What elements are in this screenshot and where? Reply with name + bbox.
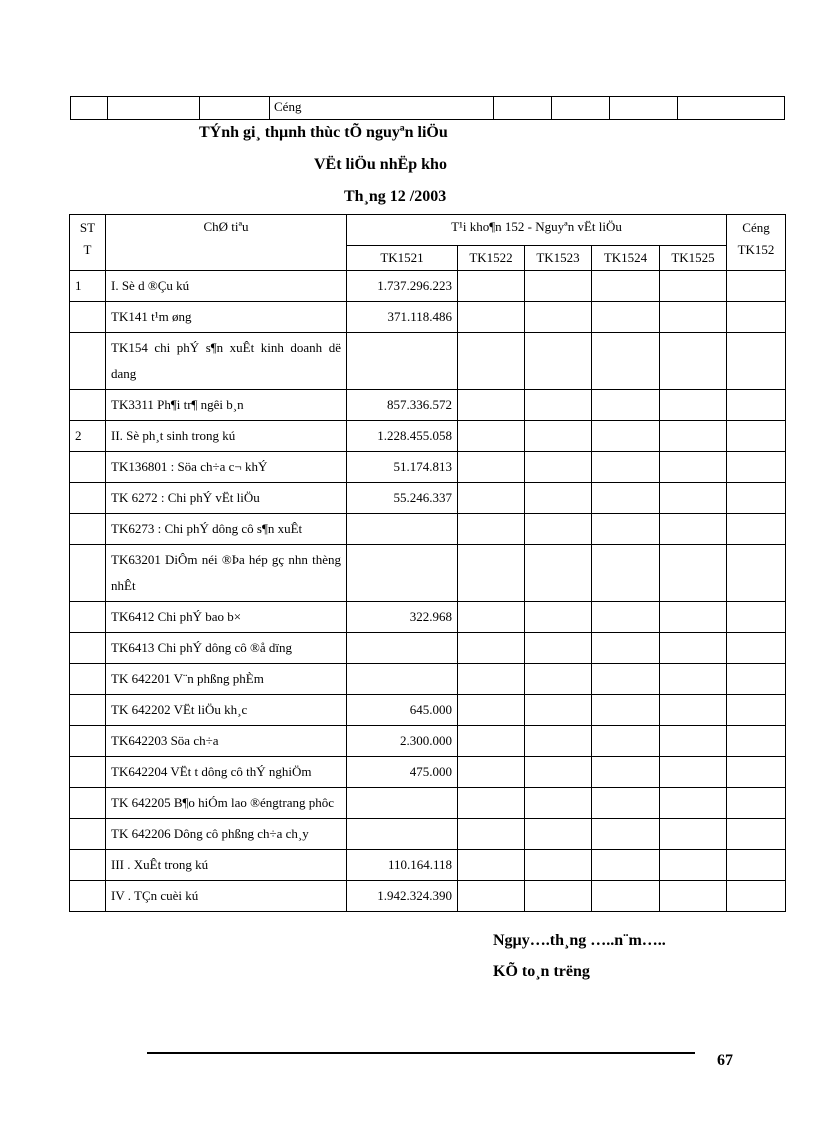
- row-tk1522-value: [458, 545, 525, 602]
- table-row: [70, 633, 786, 664]
- row-tk1524-value: [592, 452, 660, 483]
- row-stt: [70, 602, 106, 633]
- row-stt: [70, 819, 106, 850]
- row-label: TK136801 : Söa ch÷a c¬ khÝ: [106, 452, 347, 483]
- row-tk1523-value: [525, 483, 592, 514]
- table-row: [70, 483, 786, 514]
- table-row: [70, 850, 786, 881]
- row-tk1525-value: [660, 514, 727, 545]
- header-tk1525: TK1525: [660, 246, 727, 271]
- row-stt: [70, 545, 106, 602]
- document-title: TÝnh gi¸ thµnh thùc tÕ nguyªn liÖu: [199, 124, 448, 141]
- row-tk1524-value: [592, 302, 660, 333]
- row-total-value: [727, 421, 786, 452]
- row-total-value: [727, 633, 786, 664]
- row-tk1522-value: [458, 421, 525, 452]
- total-label-cell: Céng: [270, 97, 494, 120]
- row-tk1523-value: [525, 695, 592, 726]
- row-tk1523-value: [525, 333, 592, 390]
- row-total-value: [727, 695, 786, 726]
- row-tk1523-value: [525, 788, 592, 819]
- table-row: [70, 421, 786, 452]
- row-stt: [70, 452, 106, 483]
- row-tk1522-value: [458, 695, 525, 726]
- row-tk1523-value: [525, 271, 592, 302]
- row-tk1522-value: [458, 390, 525, 421]
- row-total-value: [727, 302, 786, 333]
- row-label: TK63201 DiÔm néi ®Þa hép gç nhn thèng nhÊt: [106, 545, 347, 602]
- table-row: [70, 390, 786, 421]
- header-total: Céng TK152: [727, 215, 786, 271]
- row-label: TK6273 : Chi phÝ dông cô s¶n xuÊt: [106, 514, 347, 545]
- row-tk1524-value: [592, 788, 660, 819]
- row-tk1524-value: [592, 602, 660, 633]
- row-tk1523-value: [525, 545, 592, 602]
- table-row: [71, 97, 785, 120]
- row-label: TK3311 Ph¶i tr¶ ngêi b¸n: [106, 390, 347, 421]
- row-tk1521-value: 475.000: [347, 757, 458, 788]
- row-tk1525-value: [660, 302, 727, 333]
- row-tk1522-value: [458, 664, 525, 695]
- row-tk1524-value: [592, 421, 660, 452]
- row-total-value: [727, 452, 786, 483]
- row-tk1521-value: [347, 819, 458, 850]
- row-tk1522-value: [458, 726, 525, 757]
- row-stt: [70, 302, 106, 333]
- row-tk1524-value: [592, 390, 660, 421]
- row-stt: 2: [70, 421, 106, 452]
- row-label: TK 642205 B¶o hiÓm lao ®éngtrang phôc: [106, 788, 347, 819]
- header-account-group: T¹i kho¶n 152 - Nguyªn vËt liÖu: [347, 215, 727, 246]
- row-tk1522-value: [458, 602, 525, 633]
- row-label: TK154 chi phÝ s¶n xuÊt kinh doanh dë dang: [106, 333, 347, 390]
- row-total-value: [727, 271, 786, 302]
- row-tk1523-value: [525, 757, 592, 788]
- row-total-value: [727, 726, 786, 757]
- row-tk1524-value: [592, 633, 660, 664]
- row-tk1522-value: [458, 788, 525, 819]
- row-tk1525-value: [660, 545, 727, 602]
- row-total-value: [727, 881, 786, 912]
- row-total-value: [727, 757, 786, 788]
- row-tk1525-value: [660, 452, 727, 483]
- row-tk1521-value: [347, 633, 458, 664]
- row-tk1521-value: 110.164.118: [347, 850, 458, 881]
- row-tk1523-value: [525, 514, 592, 545]
- row-total-value: [727, 850, 786, 881]
- header-tk1524: TK1524: [592, 246, 660, 271]
- row-tk1523-value: [525, 602, 592, 633]
- table-row: [70, 545, 786, 602]
- row-tk1521-value: [347, 333, 458, 390]
- row-tk1522-value: [458, 514, 525, 545]
- row-stt: [70, 664, 106, 695]
- table-row: [70, 602, 786, 633]
- row-tk1525-value: [660, 757, 727, 788]
- table-row: [70, 514, 786, 545]
- row-label: TK141 t¹m øng: [106, 302, 347, 333]
- row-tk1523-value: [525, 302, 592, 333]
- row-tk1525-value: [660, 421, 727, 452]
- row-tk1524-value: [592, 881, 660, 912]
- row-tk1522-value: [458, 881, 525, 912]
- row-tk1522-value: [458, 483, 525, 514]
- row-tk1523-value: [525, 664, 592, 695]
- row-tk1524-value: [592, 545, 660, 602]
- row-tk1523-value: [525, 421, 592, 452]
- row-tk1525-value: [660, 333, 727, 390]
- table-row: [70, 452, 786, 483]
- row-tk1524-value: [592, 850, 660, 881]
- row-tk1521-value: 51.174.813: [347, 452, 458, 483]
- row-stt: [70, 390, 106, 421]
- row-tk1521-value: [347, 545, 458, 602]
- row-tk1522-value: [458, 333, 525, 390]
- table-row: [70, 333, 786, 390]
- row-tk1525-value: [660, 695, 727, 726]
- row-tk1524-value: [592, 695, 660, 726]
- table-row: [70, 271, 786, 302]
- row-stt: [70, 788, 106, 819]
- row-tk1521-value: [347, 788, 458, 819]
- row-tk1524-value: [592, 726, 660, 757]
- row-tk1525-value: [660, 788, 727, 819]
- row-total-value: [727, 664, 786, 695]
- row-label: TK6413 Chi phÝ dông cô ®å dïng: [106, 633, 347, 664]
- row-tk1523-value: [525, 390, 592, 421]
- row-tk1524-value: [592, 483, 660, 514]
- row-total-value: [727, 333, 786, 390]
- row-tk1521-value: 1.228.455.058: [347, 421, 458, 452]
- row-tk1522-value: [458, 271, 525, 302]
- row-tk1521-value: [347, 514, 458, 545]
- row-stt: [70, 881, 106, 912]
- row-tk1524-value: [592, 819, 660, 850]
- row-tk1521-value: 1.737.296.223: [347, 271, 458, 302]
- row-tk1523-value: [525, 881, 592, 912]
- table-row: [70, 695, 786, 726]
- row-total-value: [727, 788, 786, 819]
- row-label: TK 642201 V¨n phßng phÈm: [106, 664, 347, 695]
- row-tk1525-value: [660, 726, 727, 757]
- row-tk1521-value: 645.000: [347, 695, 458, 726]
- row-tk1525-value: [660, 271, 727, 302]
- row-label: TK642203 Söa ch÷a: [106, 726, 347, 757]
- row-tk1523-value: [525, 452, 592, 483]
- table-row: [70, 726, 786, 757]
- row-total-value: [727, 819, 786, 850]
- header-stt: ST T: [70, 215, 106, 271]
- table-row: [70, 881, 786, 912]
- row-tk1522-value: [458, 757, 525, 788]
- row-stt: 1: [70, 271, 106, 302]
- table-row: [70, 788, 786, 819]
- row-stt: [70, 483, 106, 514]
- table-row: [70, 302, 786, 333]
- row-tk1523-value: [525, 633, 592, 664]
- row-stt: [70, 850, 106, 881]
- row-label: III . XuÊt trong kú: [106, 850, 347, 881]
- page-number: 67: [717, 1052, 733, 1069]
- row-total-value: [727, 514, 786, 545]
- row-tk1524-value: [592, 757, 660, 788]
- row-tk1521-value: 55.246.337: [347, 483, 458, 514]
- row-tk1521-value: 1.942.324.390: [347, 881, 458, 912]
- footer-divider: [147, 1052, 695, 1054]
- row-label: TK 642206 Dông cô phßng ch÷a ch¸y: [106, 819, 347, 850]
- row-total-value: [727, 390, 786, 421]
- row-tk1521-value: 371.118.486: [347, 302, 458, 333]
- row-label: TK6412 Chi phÝ bao b×: [106, 602, 347, 633]
- material-cost-table: [69, 214, 786, 912]
- row-stt: [70, 333, 106, 390]
- row-tk1521-value: 857.336.572: [347, 390, 458, 421]
- row-tk1522-value: [458, 302, 525, 333]
- table-row: [70, 664, 786, 695]
- row-total-value: [727, 602, 786, 633]
- row-tk1522-value: [458, 633, 525, 664]
- table-row: [70, 757, 786, 788]
- header-tk1523: TK1523: [525, 246, 592, 271]
- row-label: I. Sè d ®Çu kú: [106, 271, 347, 302]
- document-subtitle: VËt liÖu nhËp kho: [314, 156, 447, 173]
- document-period: Th¸ng 12 /2003: [344, 188, 447, 205]
- row-label: TK 6272 : Chi phÝ vËt liÖu: [106, 483, 347, 514]
- row-tk1523-value: [525, 850, 592, 881]
- table-header-row: [70, 215, 786, 246]
- row-tk1521-value: [347, 664, 458, 695]
- row-total-value: [727, 483, 786, 514]
- row-tk1521-value: 322.968: [347, 602, 458, 633]
- row-total-value: [727, 545, 786, 602]
- row-tk1525-value: [660, 633, 727, 664]
- row-stt: [70, 633, 106, 664]
- row-tk1525-value: [660, 881, 727, 912]
- row-tk1523-value: [525, 726, 592, 757]
- row-tk1525-value: [660, 390, 727, 421]
- row-label: II. Sè ph¸t sinh trong kú: [106, 421, 347, 452]
- row-stt: [70, 726, 106, 757]
- row-tk1525-value: [660, 483, 727, 514]
- row-tk1521-value: 2.300.000: [347, 726, 458, 757]
- row-tk1525-value: [660, 850, 727, 881]
- table-body: [70, 215, 786, 912]
- header-tk1521: TK1521: [347, 246, 458, 271]
- row-tk1525-value: [660, 602, 727, 633]
- row-tk1525-value: [660, 664, 727, 695]
- row-tk1522-value: [458, 819, 525, 850]
- row-stt: [70, 514, 106, 545]
- row-tk1522-value: [458, 452, 525, 483]
- previous-table-fragment: [70, 96, 785, 120]
- table-row: [70, 819, 786, 850]
- row-tk1524-value: [592, 664, 660, 695]
- row-label: TK642204 VËt t dông cô thÝ nghiÖm: [106, 757, 347, 788]
- signature-date-line: Ngµy….th¸ng …..n¨m…..: [493, 932, 666, 949]
- row-tk1524-value: [592, 514, 660, 545]
- row-stt: [70, 757, 106, 788]
- row-tk1522-value: [458, 850, 525, 881]
- row-label: IV . TÇn cuèi kú: [106, 881, 347, 912]
- row-stt: [70, 695, 106, 726]
- row-tk1523-value: [525, 819, 592, 850]
- signature-role: KÕ to¸n trëng: [493, 963, 590, 980]
- row-tk1524-value: [592, 271, 660, 302]
- row-tk1524-value: [592, 333, 660, 390]
- header-chi-tieu: ChØ tiªu: [106, 215, 347, 271]
- row-tk1525-value: [660, 819, 727, 850]
- row-label: TK 642202 VËt liÖu kh¸c: [106, 695, 347, 726]
- header-tk1522: TK1522: [458, 246, 525, 271]
